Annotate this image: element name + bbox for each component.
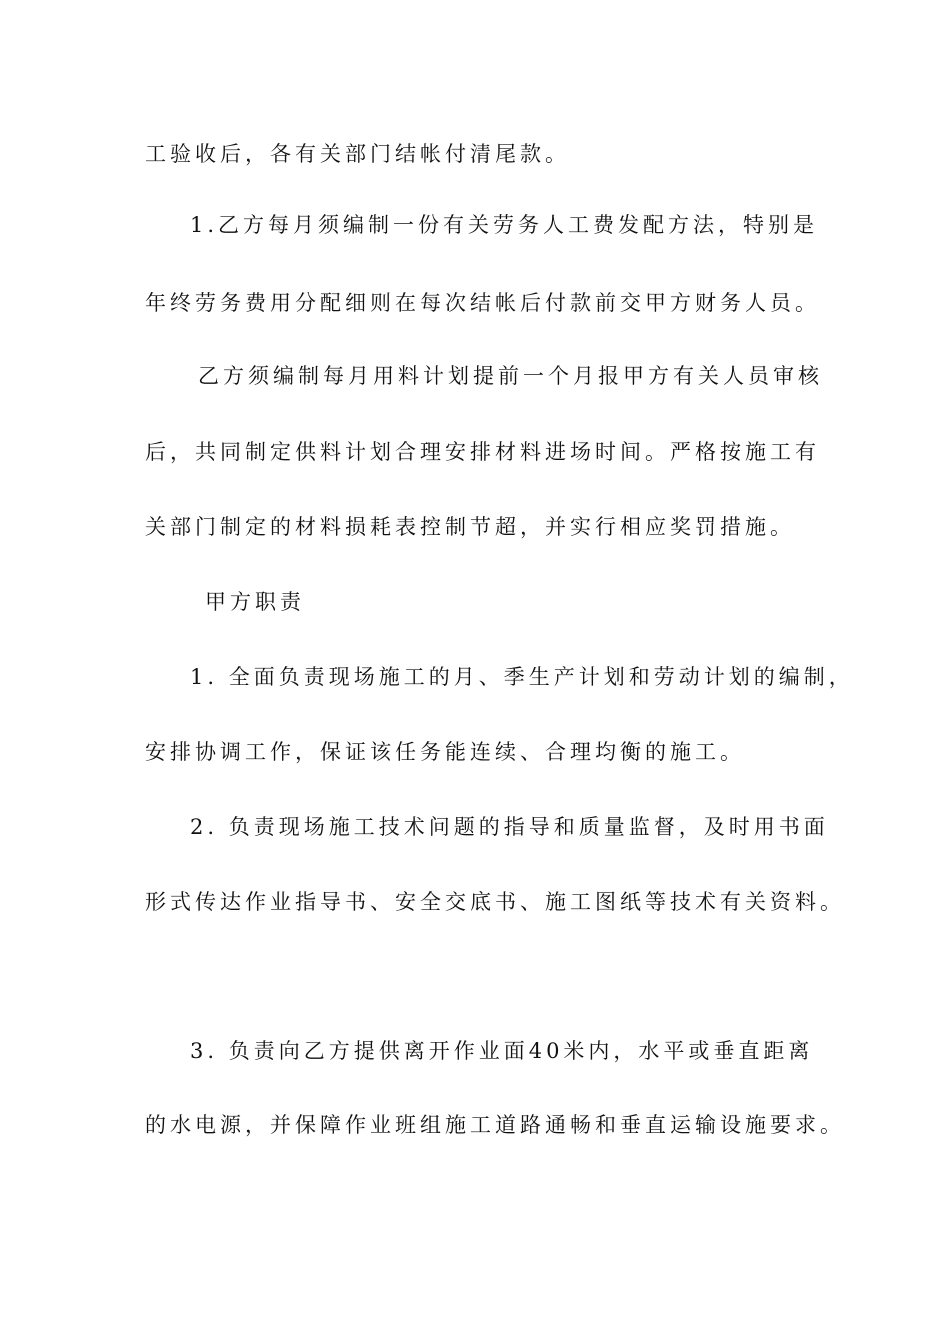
paragraph-line: 2. 负责现场施工技术问题的指导和质量监督，及时用书面	[190, 815, 829, 839]
paragraph-line: 3. 负责向乙方提供离开作业面40米内，水平或垂直距离	[190, 1039, 814, 1063]
paragraph-line: 形式传达作业指导书、安全交底书、施工图纸等技术有关资料。	[145, 890, 845, 914]
paragraph-line: 1. 全面负责现场施工的月、季生产计划和劳动计划的编制，	[190, 665, 854, 689]
paragraph-line: 年终劳务费用分配细则在每次结帐后付款前交甲方财务人员。	[145, 291, 820, 315]
paragraph-line: 关部门制定的材料损耗表控制节超，并实行相应奖罚措施。	[145, 515, 795, 539]
paragraph-line: 工验收后，各有关部门结帐付清尾款。	[145, 142, 570, 166]
section-heading: 甲方职责	[205, 590, 305, 614]
paragraph-line: 后，共同制定供料计划合理安排材料进场时间。严格按施工有	[145, 440, 820, 464]
paragraph-line: 乙方须编制每月用料计划提前一个月报甲方有关人员审核	[198, 364, 823, 388]
paragraph-line: 安排协调工作，保证该任务能连续、合理均衡的施工。	[145, 740, 745, 764]
paragraph-line: 1.乙方每月须编制一份有关劳务人工费发配方法，特别是	[190, 213, 819, 237]
paragraph-line: 的水电源，并保障作业班组施工道路通畅和垂直运输设施要求。	[145, 1113, 845, 1137]
